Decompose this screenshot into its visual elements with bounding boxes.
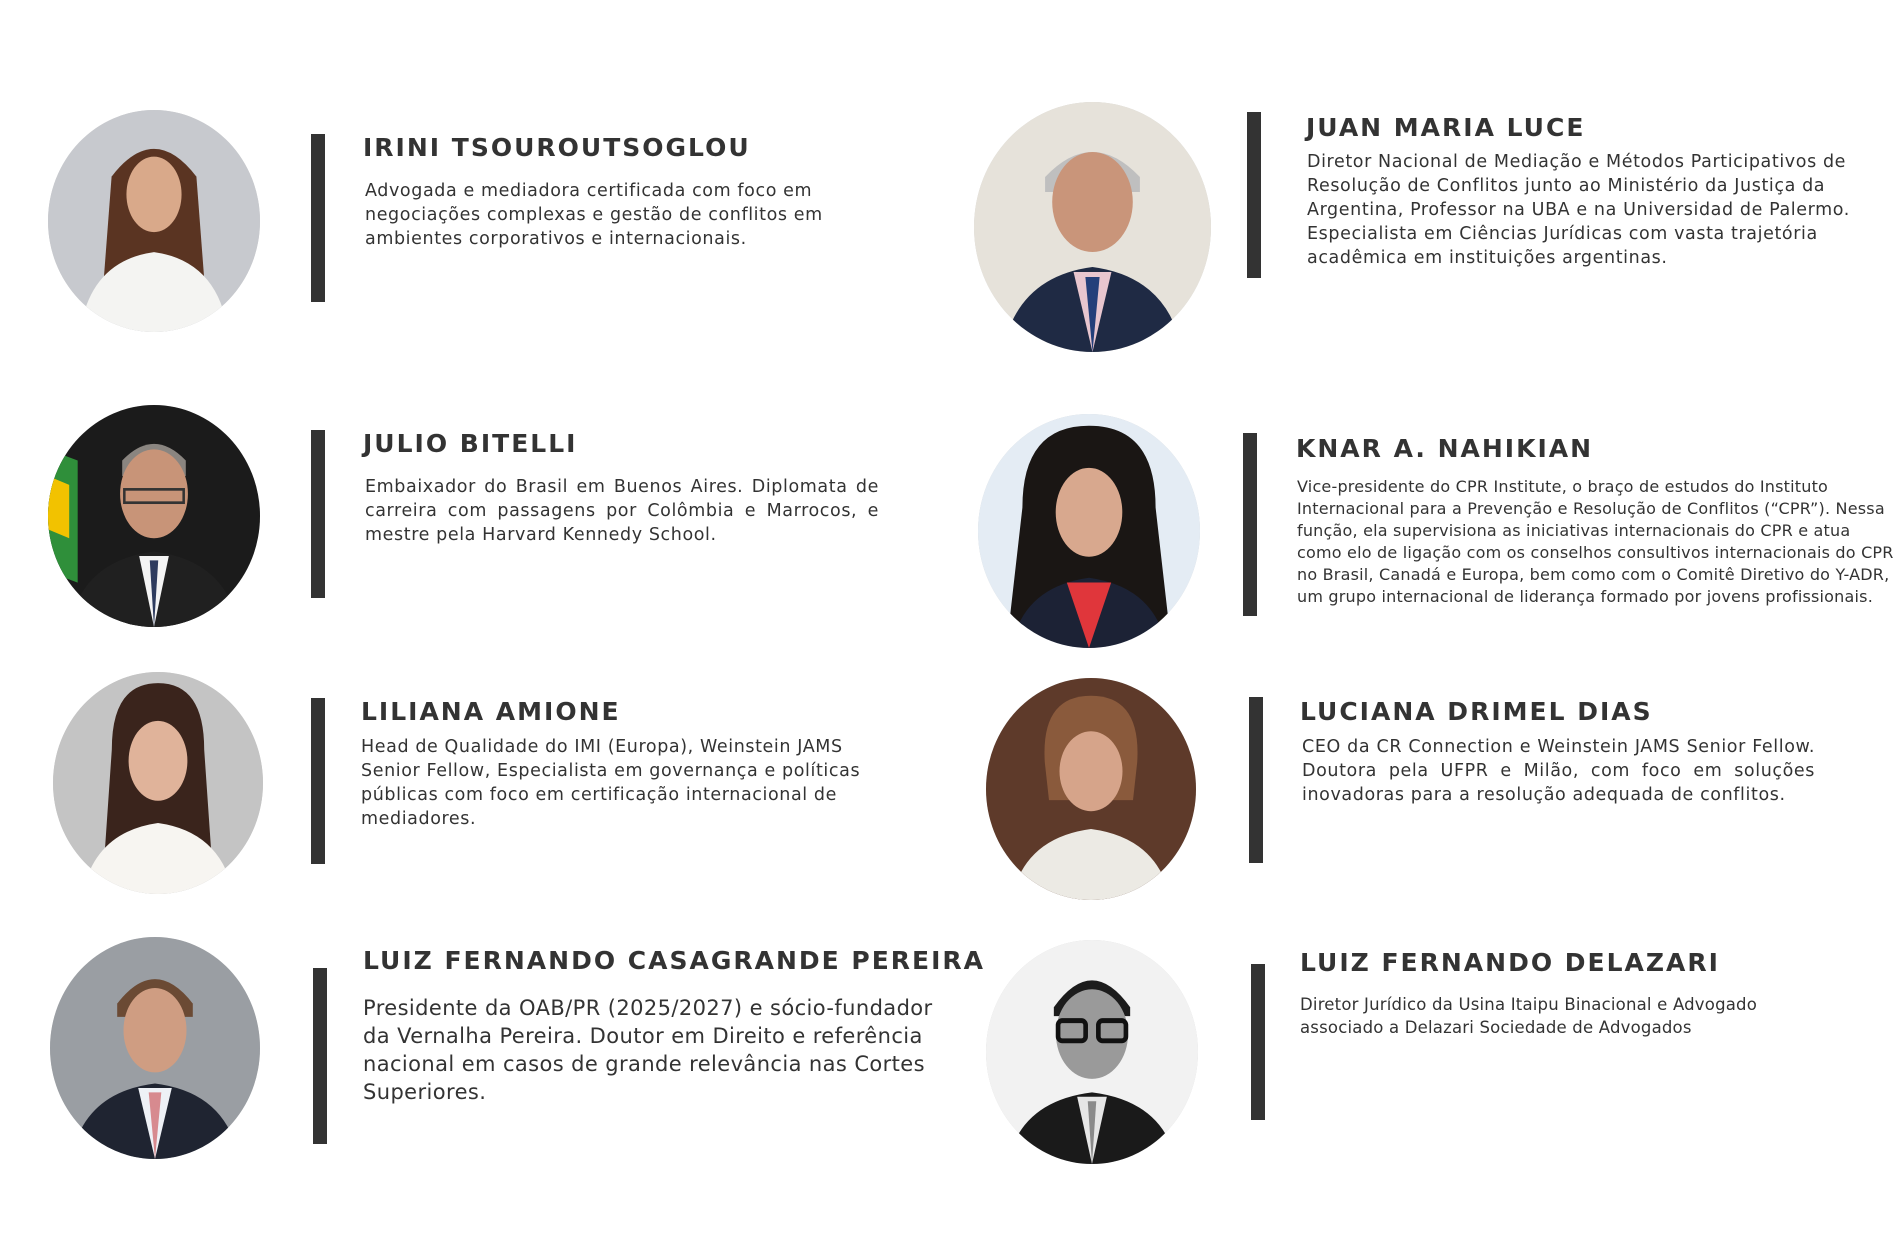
- portrait-photo: [48, 110, 260, 332]
- portrait-photo: [974, 102, 1211, 352]
- portrait-photo: [978, 414, 1200, 648]
- speaker-bio: CEO da CR Connection e Weinstein JAMS Senior Fellow. Doutora pela UFPR e Milão, com foco em soluções inovadoras para a resolução adequada de conflitos.: [1302, 737, 1815, 805]
- avatar-juan-maria-luce: [974, 102, 1211, 352]
- accent-bar: [313, 968, 327, 1144]
- speaker-bio: Head de Qualidade do IMI (Europa), Weinstein JAMS Senior Fellow, Especialista em governança e políticas públicas com foco em certificação internacional de mediadores.: [361, 737, 861, 829]
- accent-bar: [1243, 433, 1257, 616]
- accent-bar: [311, 698, 325, 864]
- accent-bar: [1249, 697, 1263, 863]
- avatar-luiz-fernando-casagrande-pereira: [50, 937, 260, 1159]
- avatar-liliana-amione: [53, 672, 263, 894]
- avatar-knar-nahikian: [978, 414, 1200, 648]
- speaker-name: IRINI TSOUROUTSOGLOU: [363, 133, 751, 162]
- avatar-irini-tsouroutsoglou: [48, 110, 260, 332]
- speaker-name: LUCIANA DRIMEL DIAS: [1300, 697, 1653, 726]
- speaker-bio: Embaixador do Brasil em Buenos Aires. Diplomata de carreira com passagens por Colômbia e Marrocos, e mestre pela Harvard Kennedy School.: [365, 477, 879, 545]
- accent-bar: [1247, 112, 1261, 278]
- speaker-name: LILIANA AMIONE: [361, 697, 621, 726]
- accent-bar: [311, 430, 325, 598]
- portrait-photo: [48, 405, 260, 627]
- speaker-name: LUIZ FERNANDO CASAGRANDE PEREIRA: [363, 946, 986, 975]
- portrait-photo: [986, 678, 1196, 900]
- portrait-photo: [53, 672, 263, 894]
- speaker-bio: Presidente da OAB/PR (2025/2027) e sócio-fundador da Vernalha Pereira. Doutor em Direito e referência nacional em casos de grande relevância nas Cortes Superiores.: [363, 996, 933, 1104]
- accent-bar: [1251, 964, 1265, 1120]
- avatar-luciana-drimel-dias: [986, 678, 1196, 900]
- speaker-name: JUAN MARIA LUCE: [1306, 113, 1586, 142]
- portrait-photo: [50, 937, 260, 1159]
- speaker-bio: Diretor Jurídico da Usina Itaipu Binacional e Advogado associado a Delazari Sociedade de Advogados: [1300, 995, 1758, 1037]
- avatar-luiz-fernando-delazari: [986, 940, 1198, 1164]
- portrait-photo: [986, 940, 1198, 1164]
- avatar-julio-bitelli: [48, 405, 260, 627]
- speaker-bio: Diretor Nacional de Mediação e Métodos Participativos de Resolução de Conflitos junto ao Ministério da Justiça da Argentina, Professor na UBA e na Universidad de Palermo. Especialista em Ciências Jurídicas com vasta trajetória acadêmica em instituições argentinas.: [1307, 152, 1850, 268]
- speaker-bio: Vice-presidente do CPR Institute, o braço de estudos do Instituto Internacional para a Prevenção e Resolução de Conflitos (“CPR”). Nessa função, ela supervisiona as iniciativas internacionais do CPR e atua como elo de ligação com os conselhos consultivos internacionais do CPR no Brasil, Canadá e Europa, bem como com o Comitê Diretivo do Y-ADR, um grupo internacional de liderança formado por jovens profissionais.: [1297, 477, 1894, 606]
- speaker-name: JULIO BITELLI: [363, 429, 578, 458]
- accent-bar: [311, 134, 325, 302]
- speaker-name: LUIZ FERNANDO DELAZARI: [1300, 948, 1720, 977]
- speaker-bio: Advogada e mediadora certificada com foco em negociações complexas e gestão de conflitos em ambientes corporativos e internacionais.: [365, 181, 823, 249]
- speaker-name: KNAR A. NAHIKIAN: [1296, 434, 1594, 463]
